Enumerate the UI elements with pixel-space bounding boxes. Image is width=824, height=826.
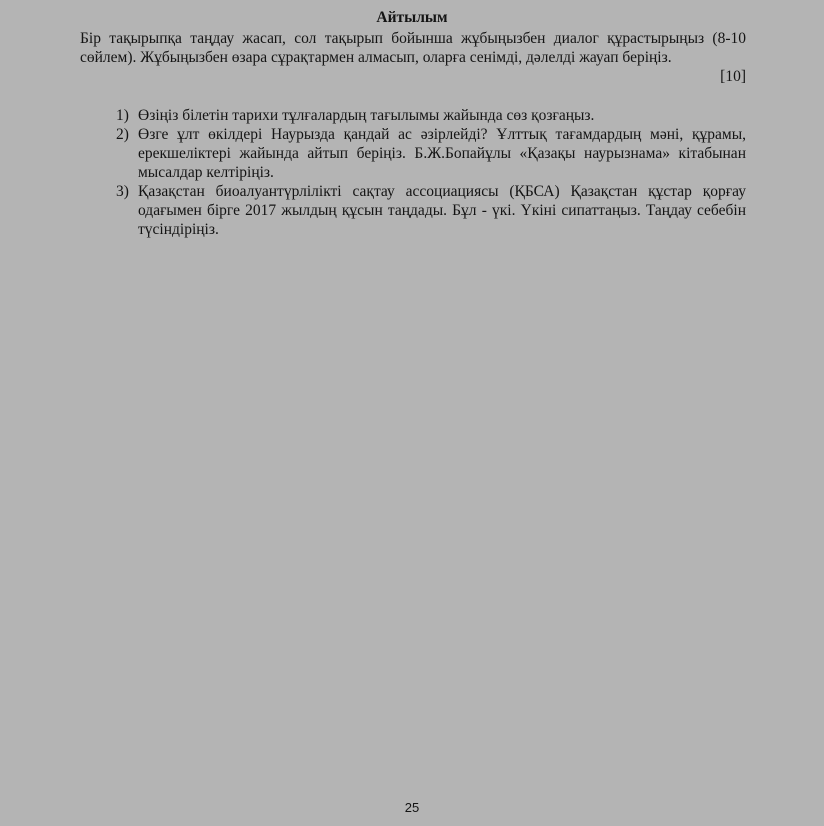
topic-number: 3) <box>116 183 129 200</box>
topic-text: Өзіңіз білетін тарихи тұлғалардың тағылымы жайында сөз қозғаңыз. <box>138 107 595 124</box>
task-instruction: Бір тақырыпқа таңдау жасап, сол тақырып бойынша жұбыңызбен диалог құрастырыңыз (8-10 сөйлем). Жұбыңызбен өзара сұрақтармен алмасып, оларға сенімді, дәлелді жауап беріңіз. <box>80 30 746 66</box>
topic-number: 2) <box>116 126 129 143</box>
page-number: 25 <box>404 800 420 815</box>
topic-item <box>116 182 746 239</box>
topic-item <box>116 106 746 125</box>
page-title: Айтылым <box>376 9 448 26</box>
topic-item <box>116 125 746 182</box>
topic-text: Өзге ұлт өкілдері Наурызда қандай ас әзірлейді? Ұлттық тағамдардың мәні, құрамы, ерекшеліктері жайында айтып беріңіз. Б.Ж.Бопайұлы «Қазақы наурызнама» кітабынан мысалдар келтіріңіз. <box>138 126 746 181</box>
score-label: [10] <box>720 68 746 85</box>
topic-number: 1) <box>116 107 129 124</box>
topic-text: Қазақстан биоалуантүрлілікті сақтау ассоциациясы (ҚБСА) Қазақстан құстар қорғау одағымен бірге 2017 жылдың құсын таңдады. Бұл - үкі. Үкіні сипаттаңыз. Таңдау себебін түсіндіріңіз. <box>138 183 746 238</box>
topic-list <box>116 106 746 239</box>
